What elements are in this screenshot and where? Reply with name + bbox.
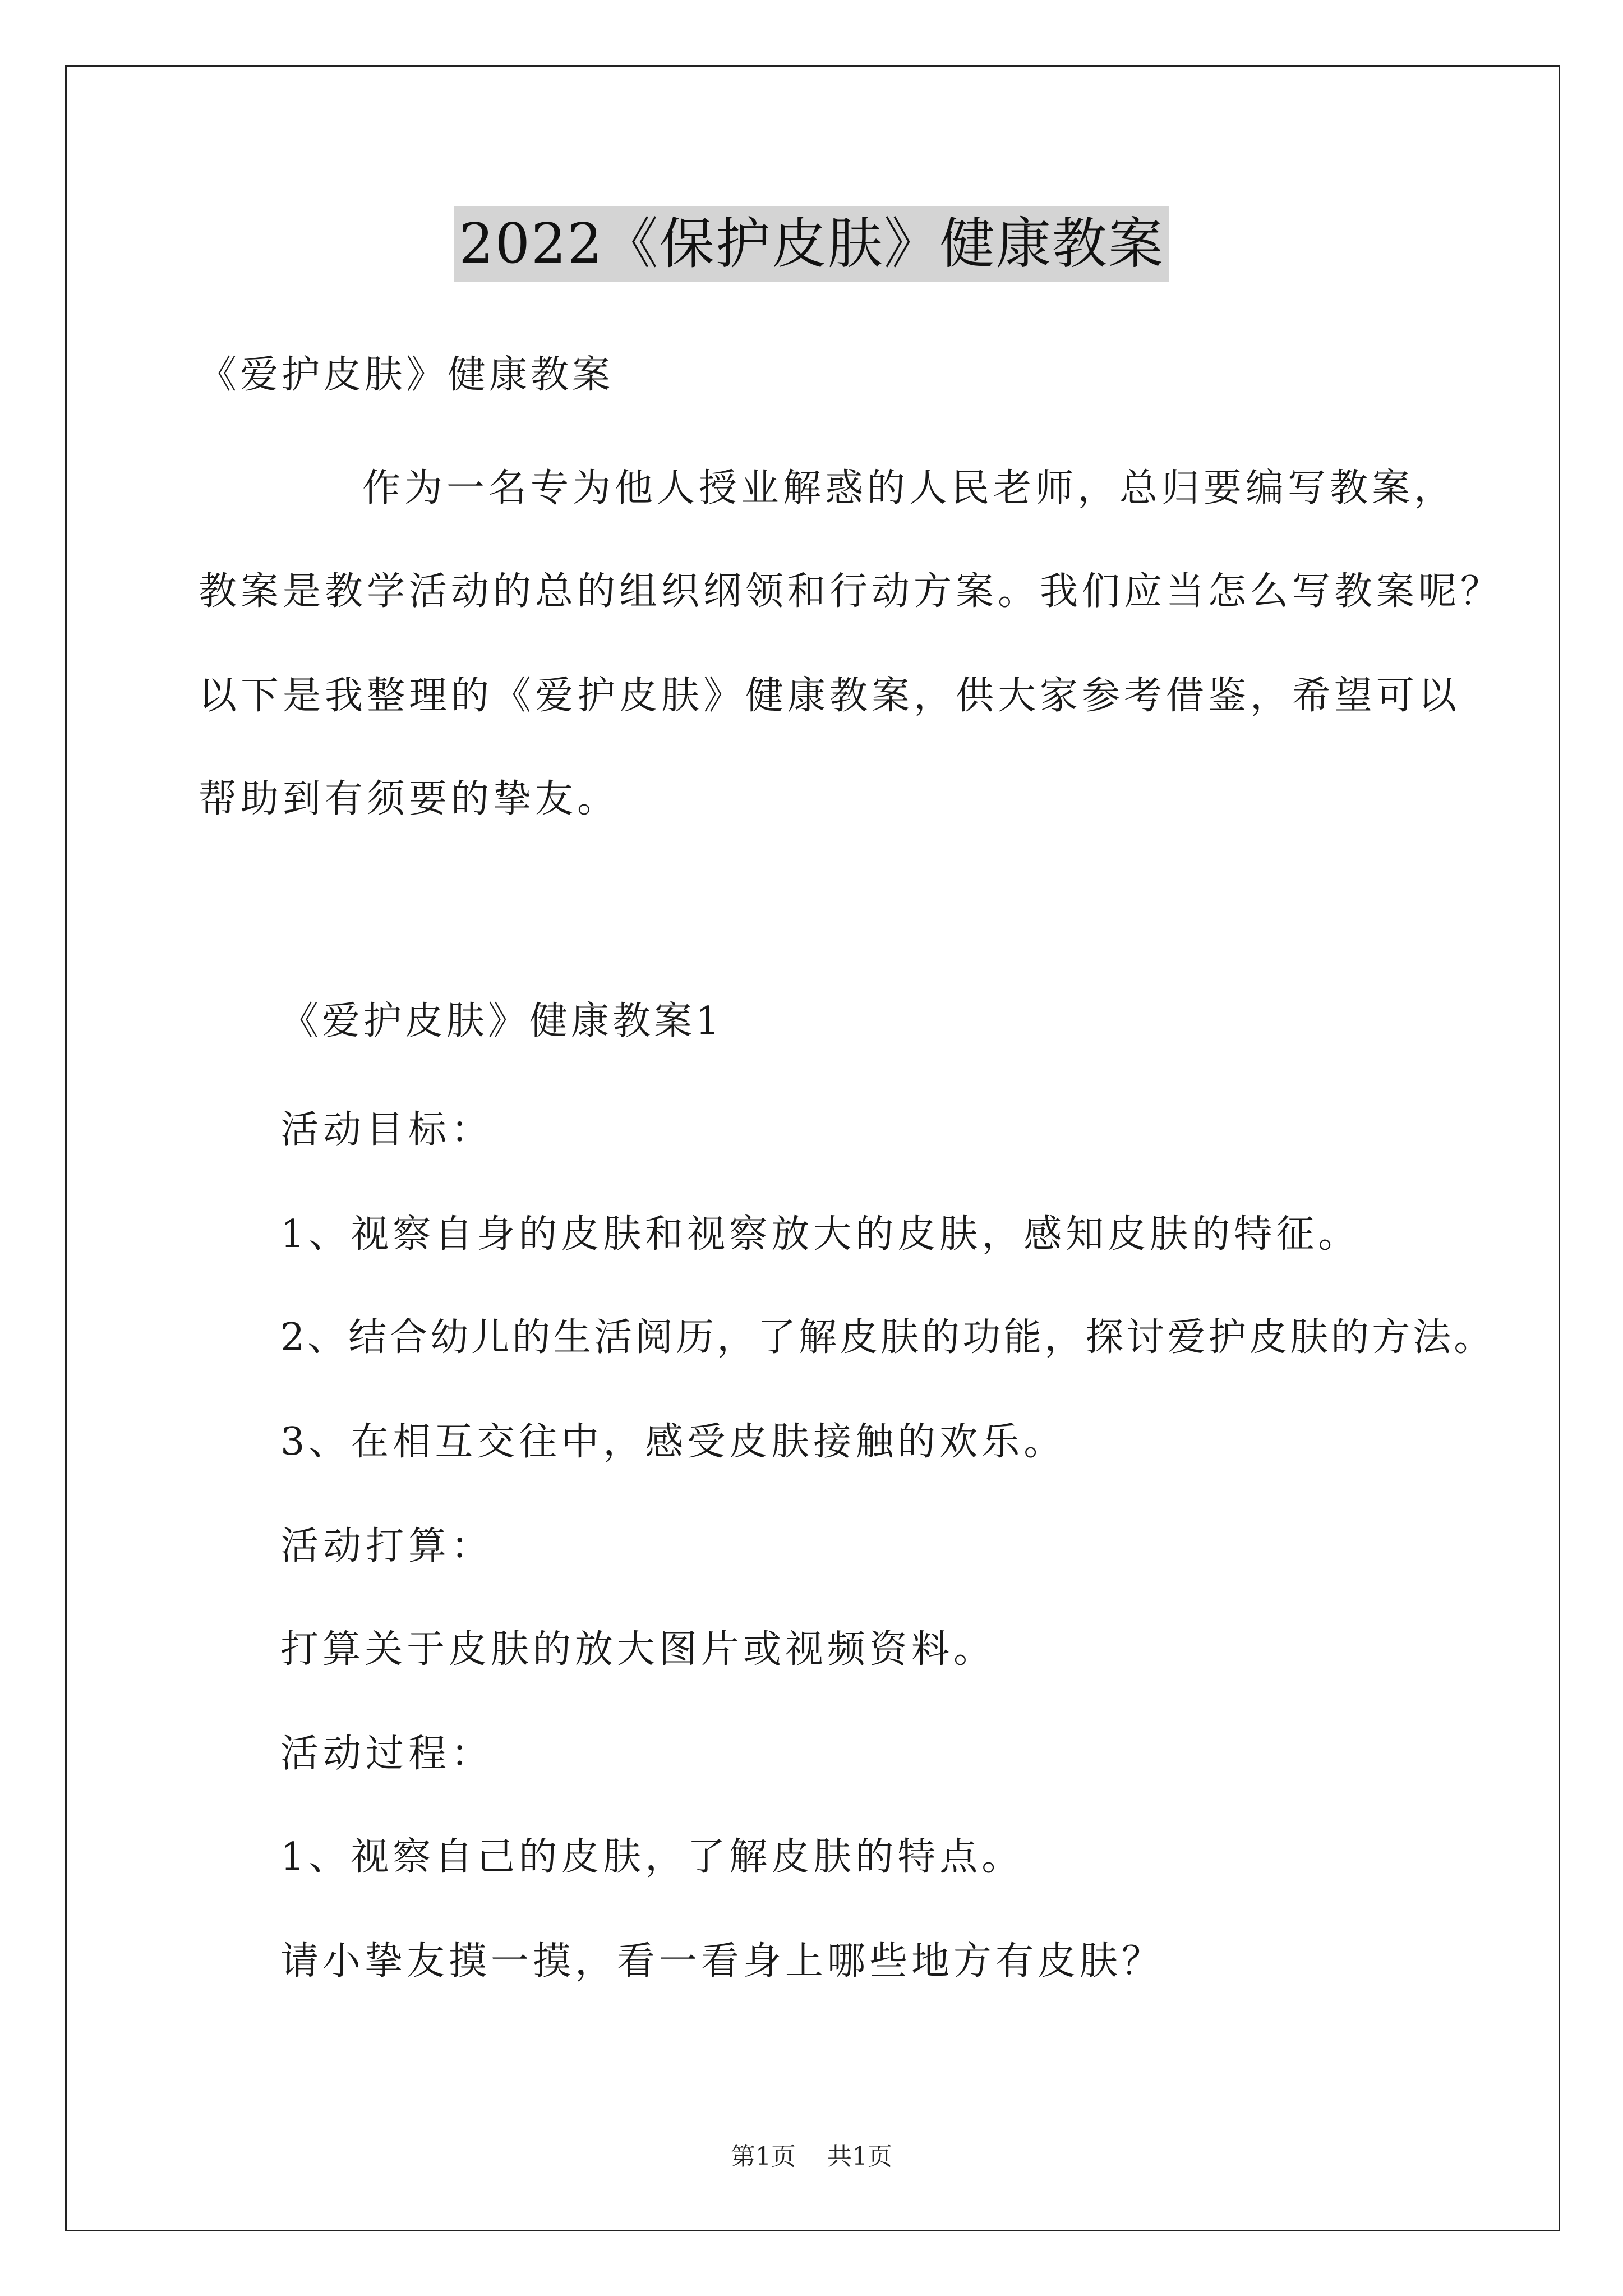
body-line: 活动打算： [280, 1524, 494, 1568]
body-line: 2、结合幼儿的生活阅历，了解皮肤的功能，探讨爱护皮肤的方法。 [280, 1315, 1495, 1360]
intro-line-2: 教案是教学活动的总的组织纲领和行动方案。我们应当怎么写教案呢？ [199, 569, 1503, 614]
document-subtitle: 《爱护皮肤》健康教案 [199, 353, 614, 397]
body-line: 请小挚友摸一摸，看一看身上哪些地方有皮肤？ [280, 1939, 1164, 1984]
intro-line-1: 作为一名专为他人授业解惑的人民老师，总归要编写教案， [362, 466, 1456, 510]
body-line: 3、在相互交往中，感受皮肤接触的欢乐。 [280, 1420, 1066, 1464]
body-line: 活动目标： [280, 1108, 494, 1152]
page-number: 第1页 [731, 2142, 796, 2171]
body-line: 1、视察自身的皮肤和视察放大的皮肤，感知皮肤的特征。 [280, 1212, 1361, 1257]
body-line: 活动过程： [280, 1732, 494, 1776]
intro-line-3: 以下是我整理的《爱护皮肤》健康教案，供大家参考借鉴，希望可以 [199, 674, 1461, 718]
intro-line-4: 帮助到有须要的挚友。 [199, 777, 620, 821]
body-line: 1、视察自己的皮肤，了解皮肤的特点。 [280, 1835, 1024, 1879]
title-container [0, 206, 1623, 282]
document-title: 2022《保护皮肤》健康教案 [454, 206, 1168, 282]
body-line: 打算关于皮肤的放大图片或视频资料。 [280, 1627, 996, 1672]
section-heading: 《爱护皮肤》健康教案1 [280, 999, 723, 1043]
page-footer [0, 2140, 1623, 2174]
page-total: 共1页 [827, 2142, 892, 2171]
